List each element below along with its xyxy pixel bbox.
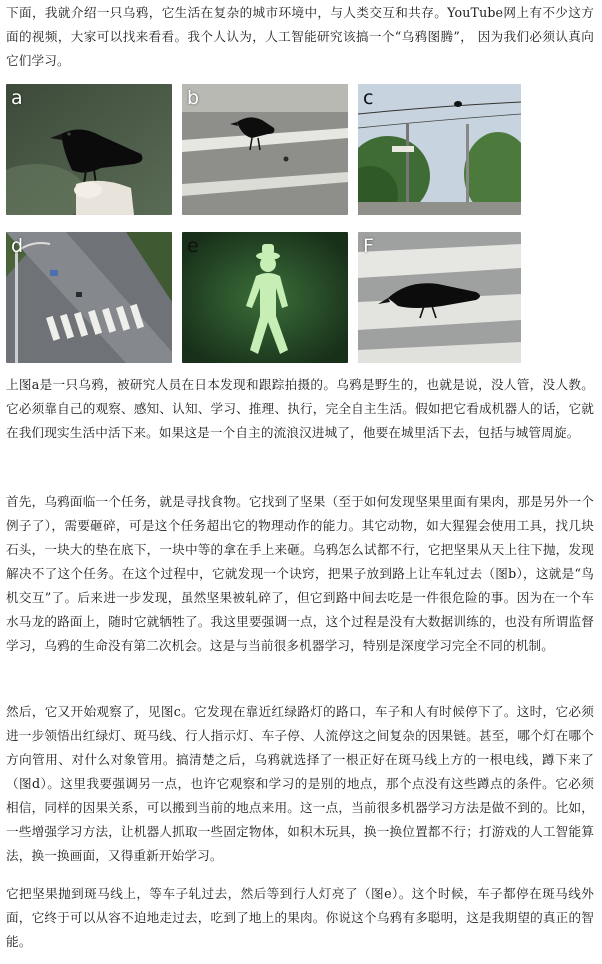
panel-label-d: d	[11, 235, 24, 257]
crow-crosswalk-photo	[358, 232, 521, 363]
crow-on-wire-photo	[358, 84, 521, 215]
intro-paragraph: 下面，我就介绍一只乌鸦，它生活在复杂的城市环境中，与人类交互和共存。YouTube网上有不少这方面的视频，大家可以找来看看。我个人认为，人工智能研究该搞一个“乌鸦图腾”， 因为我们必须认真向它们学习。	[6, 5, 594, 68]
figure-panel-d	[6, 232, 172, 363]
paragraph-3: 然后，它又开始观察了，见图c。它发现在靠近红绿路灯的路口，车子和人有时候停下了。这时，它必须进一步领悟出红绿灯、斑马线、行人指示灯、车子停、人流停这之间复杂的因果链。甚至，哪个灯在哪个方向管用、对什么对象管用。搞清楚之后，乌鸦就选择了一根正好在斑马线上方的一根电线，蹲下来了（图d）。这里我要强调另一点，也许它观察和学习的是别的地点，那个点没有这些蹲点的条件。它必须相信，同样的因果关系，可以搬到当前的地点来用。这一点，当前很多机器学习方法是做不到的。比如，一些增强学习方法，让机器人抓取一些固定物体，如积木玩具，换一换位置都不行；打游戏的人工智能算法，换一换画面，又得重新开始学习。	[6, 704, 594, 863]
figure-panel-e	[182, 232, 348, 363]
figure-panel-c	[358, 84, 521, 215]
crow-on-road-photo	[182, 84, 348, 215]
figure-panel-b	[182, 84, 348, 215]
panel-label-b: b	[187, 87, 200, 109]
panel-label-f: F	[363, 235, 374, 257]
paragraph-1: 上图a是一只乌鸦，被研究人员在日本发现和跟踪拍摄的。乌鸦是野生的，也就是说，没人管，没人教。它必须靠自己的观察、感知、认知、学习、推理、执行，完全自主生活。假如把它看成机器人的话，它就在我们现实生活中活下来。如果这是一个自主的流浪汉进城了，他要在城里活下去，包括与城管周旋。	[6, 377, 594, 440]
panel-label-a: a	[11, 87, 23, 109]
walk-signal-photo	[182, 232, 348, 363]
figure-panel-a	[6, 84, 172, 215]
paragraph-4: 它把坚果抛到斑马线上，等车子轧过去，然后等到行人灯亮了（图e）。这个时候，车子都停在斑马线外面，它终于可以从容不迫地走过去，吃到了地上的果肉。你说这个乌鸦有多聪明，这是我期望的真正的智能。	[6, 886, 594, 949]
crow-perched-photo	[6, 84, 172, 215]
panel-label-e: e	[187, 235, 199, 257]
intersection-photo	[6, 232, 172, 363]
paragraph-2: 首先，乌鸦面临一个任务，就是寻找食物。它找到了坚果（至于如何发现坚果里面有果肉，那是另外一个例子了），需要砸碎，可是这个任务超出它的物理动作的能力。其它动物，如大猩猩会使用工具，找几块石头，一块大的垫在底下，一块中等的拿在手上来砸。乌鸦怎么试都不行，它把坚果从天上往下抛，发现解决不了这个任务。在这个过程中，它就发现一个诀窍，把果子放到路上让车轧过去（图b），这就是“鸟机交互”了。后来进一步发现，虽然坚果被轧碎了，但它到路中间去吃是一件很危险的事。因为在一个车水马龙的路面上，随时它就牺牲了。我这里要强调一点，这个过程是没有大数据训练的，也没有所谓监督学习，乌鸦的生命没有第二次机会。这是与当前很多机器学习，特别是深度学习完全不同的机制。	[6, 494, 594, 653]
panel-label-c: c	[363, 87, 374, 109]
figure-panel-f	[358, 232, 521, 363]
